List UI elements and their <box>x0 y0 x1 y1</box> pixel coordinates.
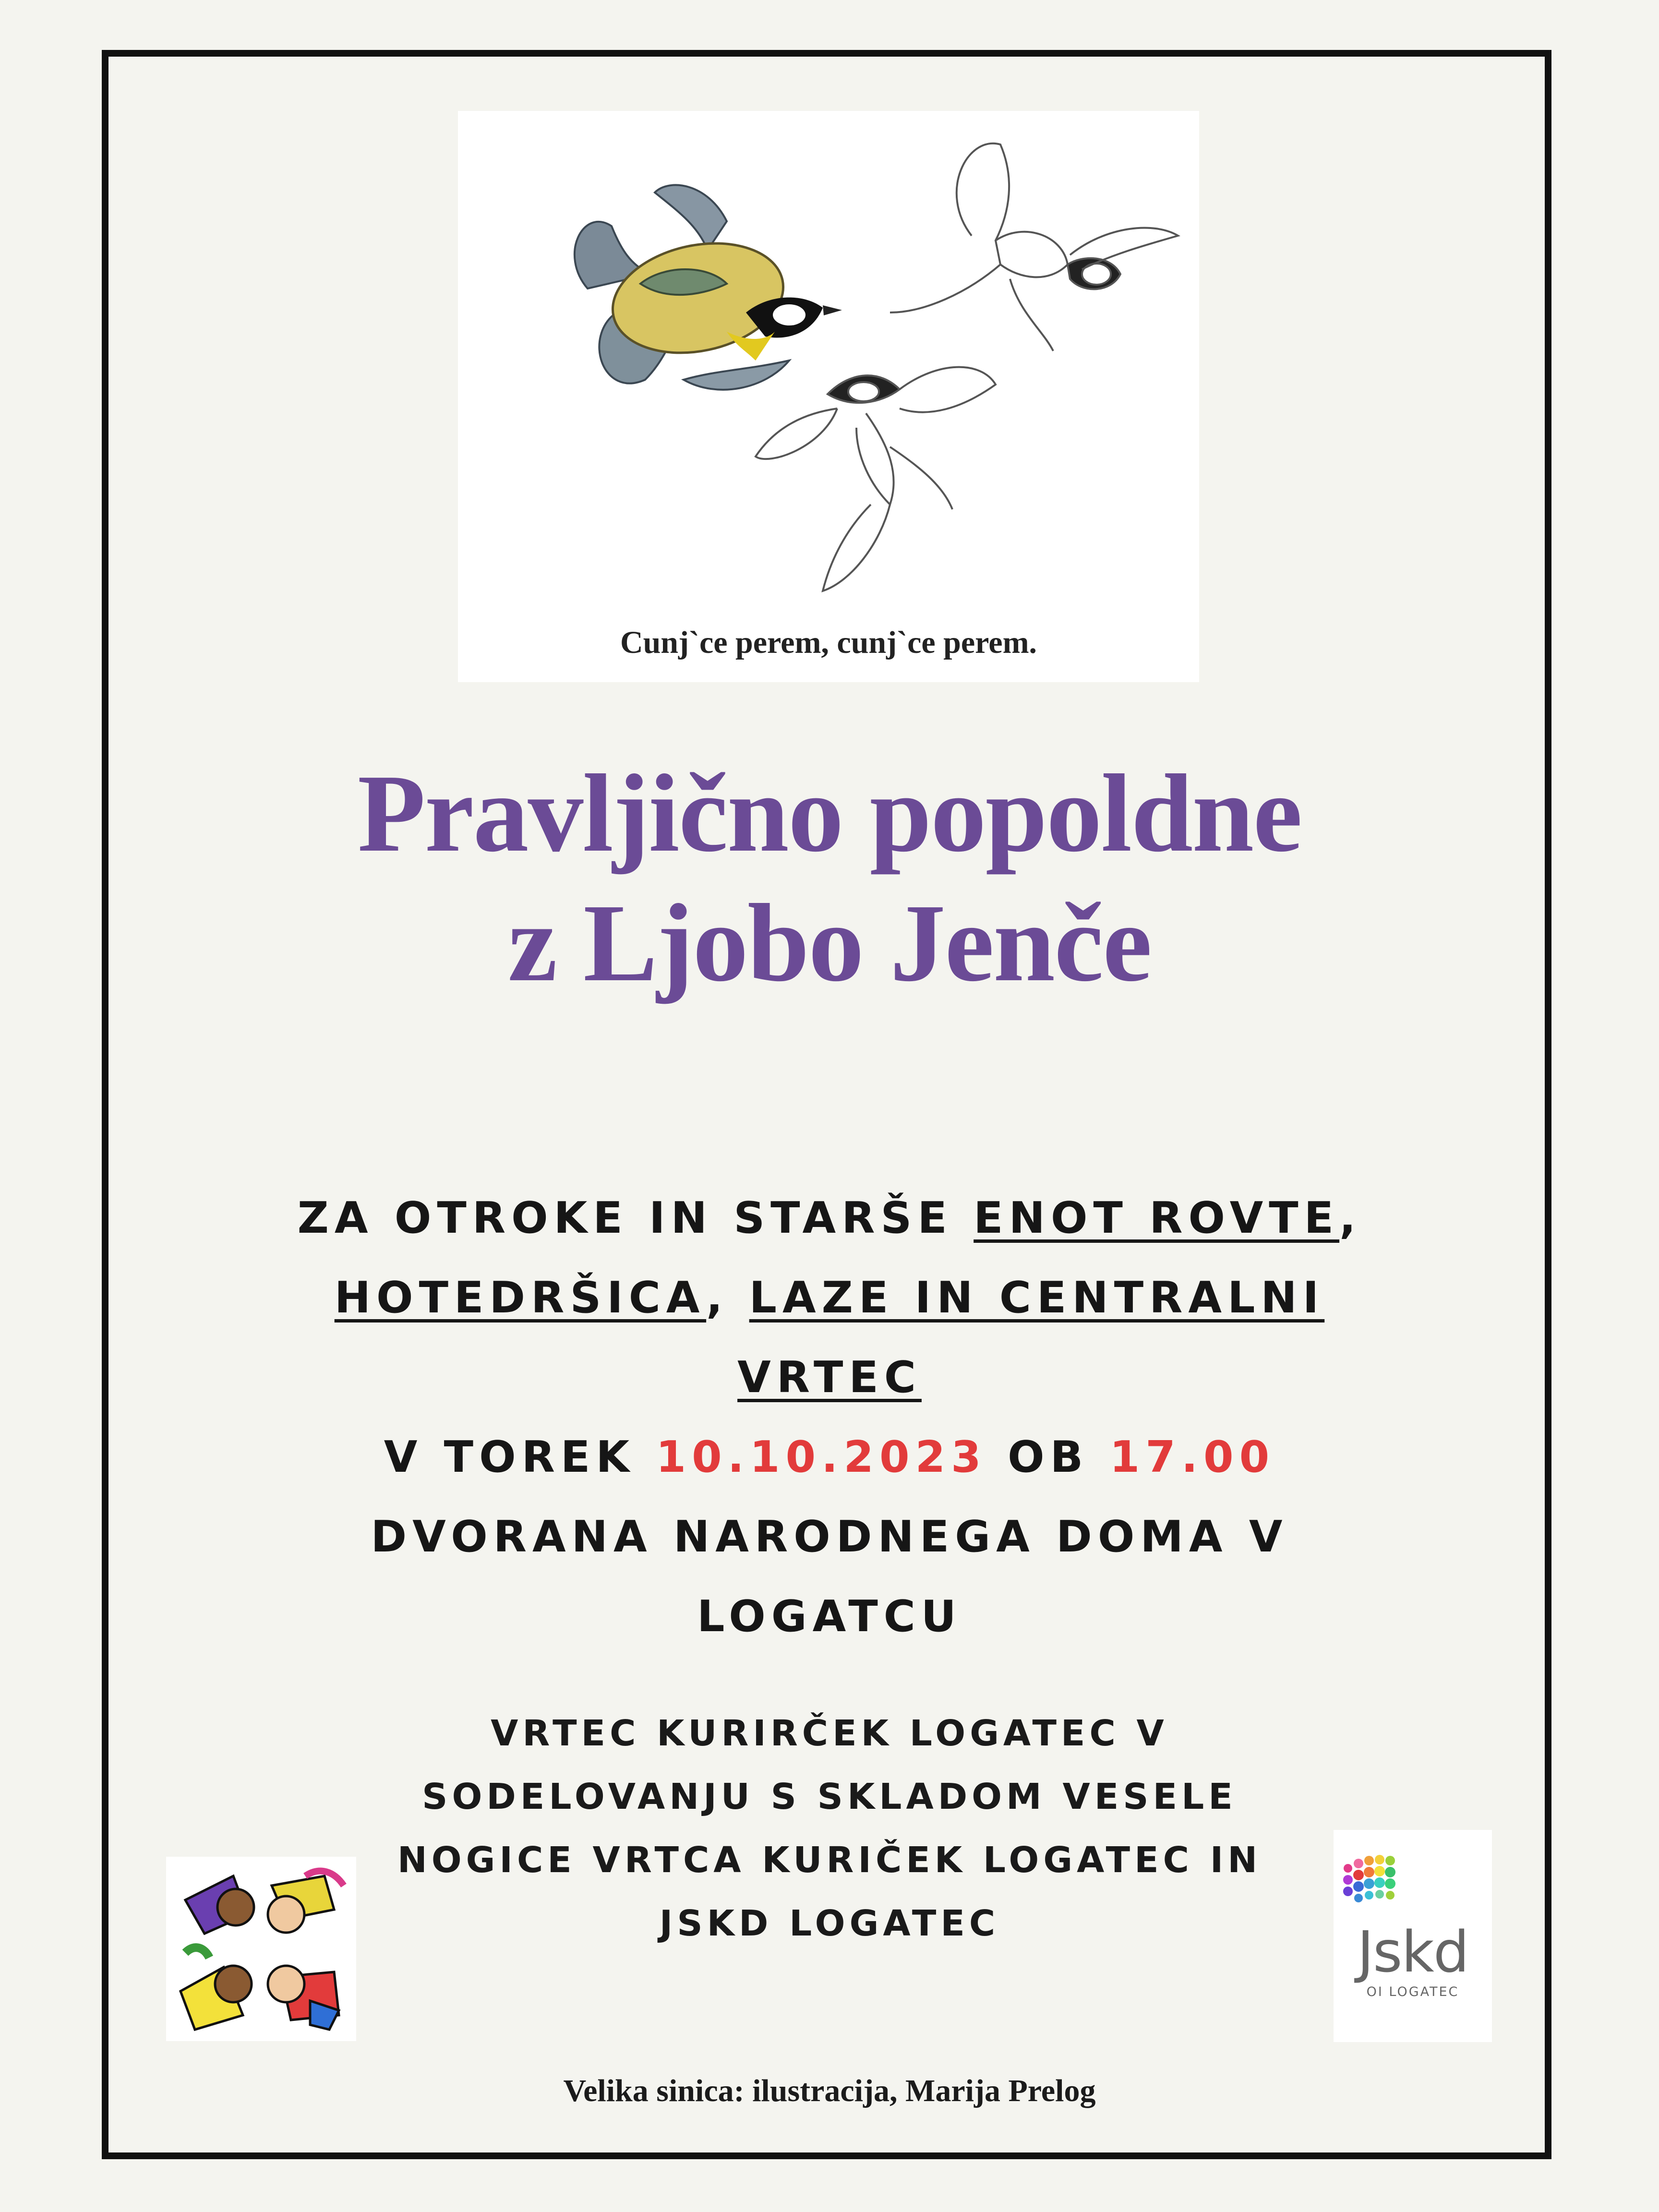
dancing-kids-logo <box>166 1857 356 2041</box>
audience-units-1: ENOT ROVTE <box>974 1193 1340 1243</box>
birds-drawing <box>458 111 1199 682</box>
audience-comma-2: , <box>706 1273 729 1323</box>
title-line-2: z Ljobo Jenče <box>508 881 1151 1005</box>
illustration-credit: Velika sinica: ilustracija, Marija Prelog <box>563 2073 1096 2108</box>
sketch-bird-top <box>890 144 1178 351</box>
venue-line-1: DVORANA NARODNEGA DOMA V <box>371 1512 1288 1562</box>
jskd-logo <box>1334 1830 1492 2042</box>
event-time: 17.00 <box>1109 1432 1275 1482</box>
audience-line-1 <box>202 1178 1457 1258</box>
page-title <box>0 749 1659 1008</box>
organizers-line-1: VRTEC KURIRČEK LOGATEC V <box>491 1713 1168 1754</box>
audience-units-2: HOTEDRŠICA <box>334 1273 707 1323</box>
organizers <box>336 1702 1323 1955</box>
title-line-1: Pravljično popoldne <box>357 752 1302 875</box>
event-info <box>202 1178 1457 1657</box>
audience-units-3: LAZE IN CENTRALNI <box>749 1273 1325 1323</box>
kids-drawing <box>166 1857 356 2041</box>
venue-line-2: LOGATCU <box>697 1591 962 1642</box>
great-tit-illustration <box>458 111 1199 682</box>
jskd-dots-icon <box>1334 1830 1492 1926</box>
when-day: V TOREK <box>384 1432 636 1482</box>
when-line <box>202 1418 1457 1497</box>
great-tit-bird <box>575 185 842 389</box>
organizers-line-3: NOGICE VRTCA KURIČEK LOGATEC IN <box>397 1839 1262 1881</box>
sketch-bird-bottom <box>756 367 996 591</box>
event-date: 10.10.2023 <box>656 1432 987 1482</box>
jskd-subtitle: OI LOGATEC <box>1366 1984 1459 1999</box>
when-at: OB <box>1008 1432 1089 1482</box>
jskd-wordmark: Jskd <box>1357 1919 1468 1985</box>
organizers-line-2: SODELOVANJU S SKLADOM VESELE <box>422 1776 1237 1817</box>
organizers-line-4: JSKD LOGATEC <box>659 1903 1000 1944</box>
audience-prefix: ZA OTROKE IN STARŠE <box>297 1193 953 1243</box>
illustration-caption: Cunj`ce perem, cunj`ce perem. <box>620 625 1037 660</box>
audience-units-4: VRTEC <box>737 1352 922 1403</box>
audience-line-2 <box>202 1258 1457 1338</box>
audience-line-3 <box>202 1338 1457 1418</box>
audience-comma-1: , <box>1339 1193 1362 1243</box>
